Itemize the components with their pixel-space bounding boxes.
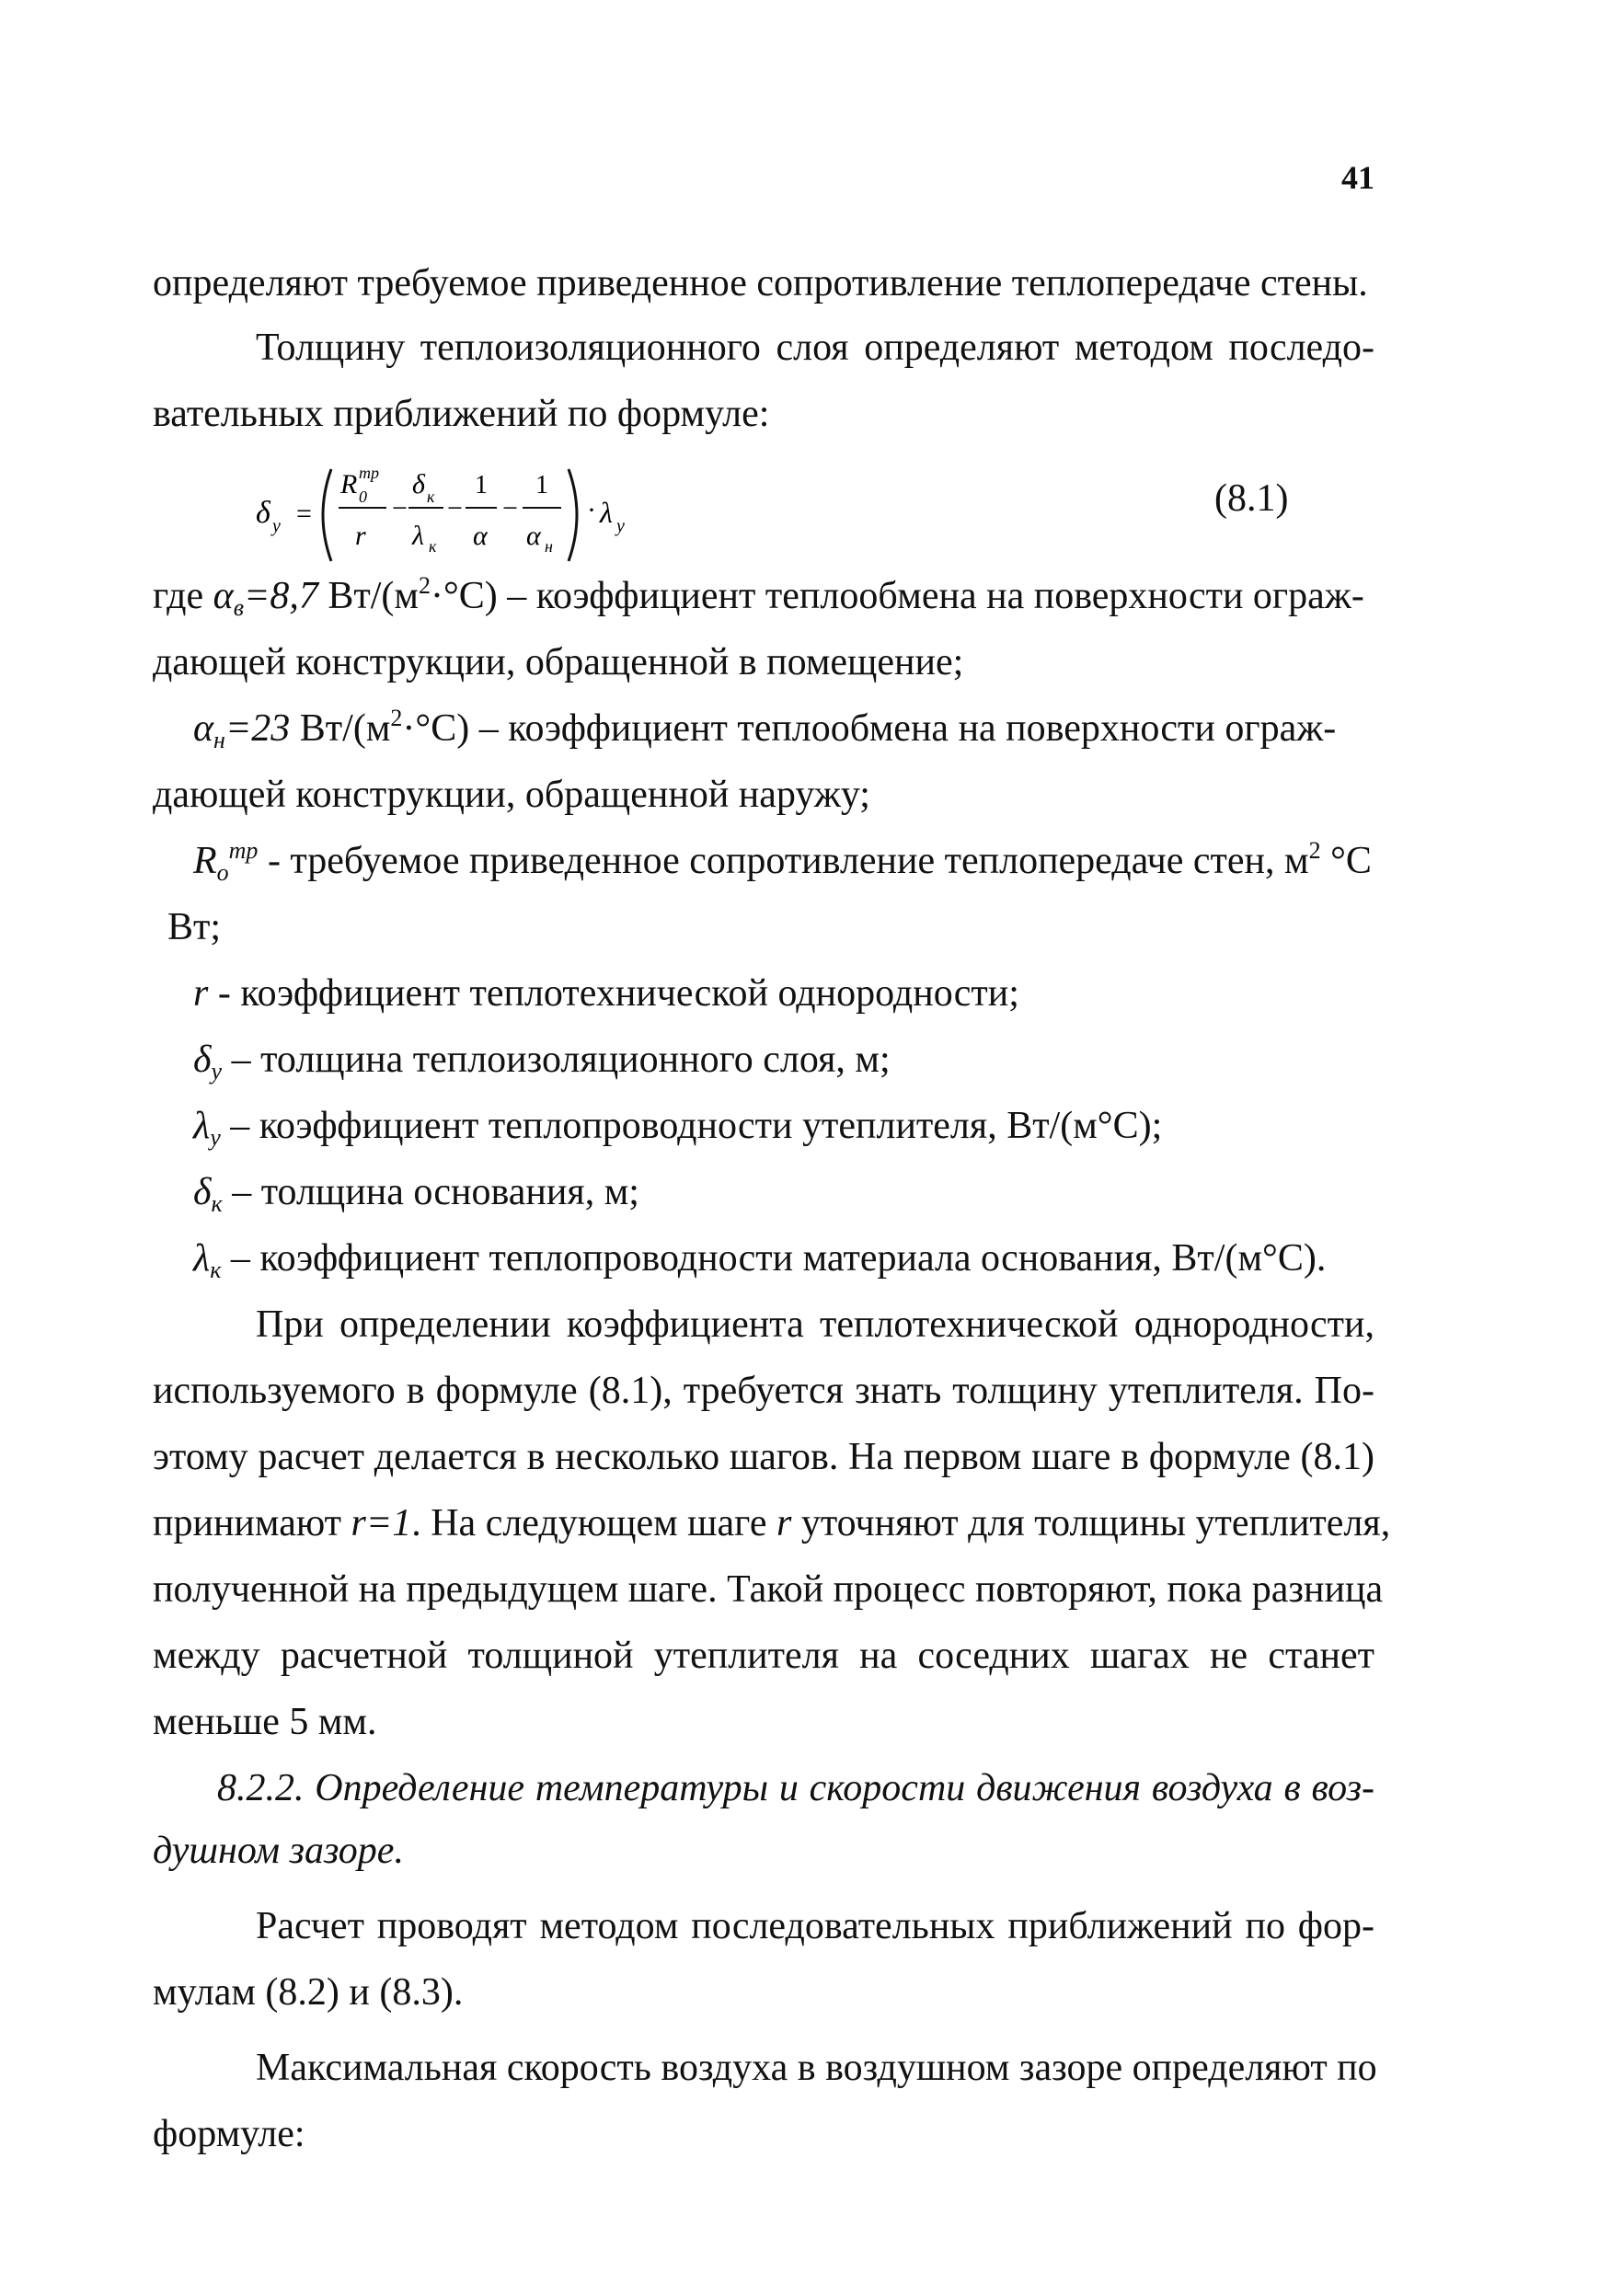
frac3-den: α: [473, 521, 488, 551]
formula-lhs-sub: у: [272, 516, 281, 536]
paragraph-line: формуле:: [153, 2113, 305, 2155]
frac1-num-sub: 0: [359, 488, 367, 506]
paragraph-line: меньше 5 мм.: [153, 1701, 377, 1743]
formula-8-1: [256, 451, 661, 570]
right-paren: [569, 469, 577, 561]
paragraph-line: Толщину теплоизоляционного слоя определяют методом последо-: [256, 327, 1374, 369]
definition-lambda-y: $\lambda_у$ – коэффициент теплопроводности утеплителя, Вт/(м°С);: [193, 1105, 1163, 1151]
paragraph-line: Вт;: [167, 906, 222, 948]
frac2-den-sub: к: [429, 537, 437, 556]
frac2-num-sub: к: [427, 488, 435, 506]
definition-lambda-k: $\lambda_к$ – коэффициент теплопроводности материала основания, Вт/(м°С).: [193, 1237, 1327, 1283]
definition-delta-k: $\delta_к$ – толщина основания, м;: [193, 1171, 639, 1217]
left-paren: [323, 469, 331, 561]
paragraph-line: дающей конструкции, обращенной в помещение;: [153, 641, 964, 683]
section-heading: 8.2.2. Определение температуры и скорости движения воздуха в воз-: [217, 1767, 1374, 1809]
frac4-num: 1: [535, 471, 548, 499]
paragraph-line-r: принимают r=1. На следующем шаге r уточняют для толщины утеплителя,: [153, 1502, 1391, 1544]
page-number: 41: [1341, 159, 1374, 196]
paragraph-line: вательных приближений по формуле:: [153, 393, 770, 435]
paragraph-line: определяют требуемое приведенное сопротивление теплопередаче стены.: [153, 262, 1368, 304]
paragraph-line: между расчетной толщиной утеплителя на соседних шагах не станет: [153, 1635, 1374, 1677]
minus-3: −: [502, 493, 518, 523]
frac2-num: δ: [412, 469, 425, 499]
formula-rhs: λ: [600, 496, 613, 529]
formula-svg: [256, 451, 679, 570]
paragraph-line: используемого в формуле (8.1), требуется знать толщину утеплителя. По-: [153, 1370, 1374, 1412]
section-heading-cont: душном зазоре.: [153, 1830, 404, 1872]
definition-r0: $R_o^{тр}$ - требуемое приведенное сопротивление теплопередаче стен, $м^2$ °С: [193, 837, 1372, 886]
frac1-num: R: [340, 469, 358, 499]
frac3-num: 1: [475, 471, 488, 499]
minus-2: −: [447, 493, 463, 523]
definition-delta-y: $\delta_у$ – толщина теплоизоляционного слоя, м;: [193, 1039, 891, 1085]
paragraph-line: полученной на предыдущем шаге. Такой процесс повторяют, пока разница: [153, 1568, 1384, 1611]
formula-eq: =: [296, 499, 312, 529]
definition-r: r - коэффициент теплотехнической однородности;: [193, 972, 1019, 1015]
frac2-den: λ: [412, 521, 424, 551]
frac1-den: r: [355, 521, 366, 551]
paragraph-line: мулам (8.2) и (8.3).: [153, 1971, 464, 2014]
frac1-num-sup: тр: [359, 464, 379, 482]
paragraph-line: этому расчет делается в несколько шагов. На первом шаге в формуле (8.1): [153, 1436, 1374, 1478]
formula-lhs: δ: [256, 496, 270, 530]
definition-alpha-n: $\alpha_н=23$ $Вт/(м^2\cdot^\circ С)$ – коэффициент теплообмена на поверхности ограж-: [193, 705, 1337, 753]
formula-dot: ·: [587, 495, 596, 525]
frac4-den: α: [526, 521, 541, 551]
definition-alpha-v: где $\alpha_в=8,7$ $Вт/(м^2\cdot^\circ С)$ – коэффициент теплообмена на поверхности ограж-: [153, 572, 1364, 621]
paragraph-line: Максимальная скорость воздуха в воздушном зазоре определяют по: [256, 2047, 1377, 2089]
frac4-den-sub: н: [545, 537, 553, 556]
paragraph-line: дающей конструкции, обращенной наружу;: [153, 774, 870, 816]
paragraph-line: При определении коэффициента теплотехнической однородности,: [256, 1303, 1374, 1346]
formula-rhs-sub: у: [616, 516, 625, 536]
equation-number: (8.1): [1214, 477, 1289, 520]
minus-1: −: [392, 493, 408, 523]
paragraph-line: Расчет проводят методом последовательных приближений по фор-: [256, 1905, 1374, 1947]
